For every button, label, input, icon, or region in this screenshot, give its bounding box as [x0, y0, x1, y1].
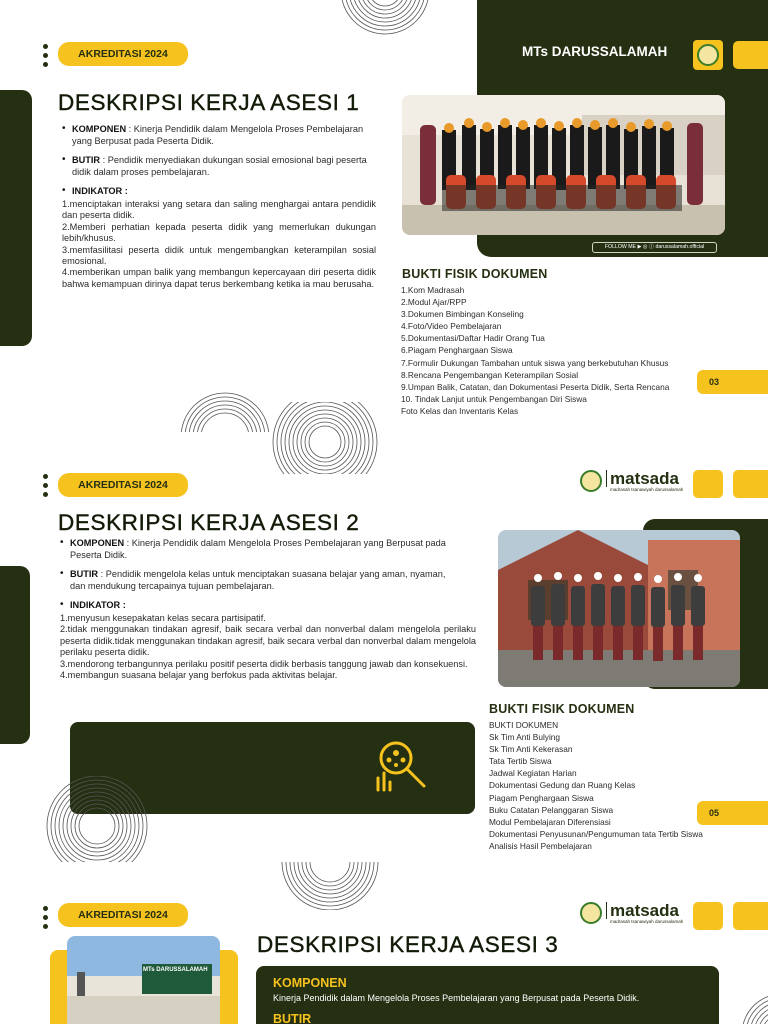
logo-text: matsada [606, 902, 683, 919]
butir-text: : Pendidik menyediakan dukungan sosial emosional bagi peserta didik dalam proses pembelajaran. [72, 155, 367, 177]
building-sign-text: MTs DARUSSALAMAH [143, 967, 208, 973]
komponen-heading: KOMPONEN [273, 976, 347, 990]
matsada-logo [580, 902, 683, 924]
list-item: 10. Tindak Lanjut untuk Pengembangan Diri Siswa [401, 393, 587, 404]
concentric-circles-decoration [738, 990, 768, 1024]
page-title: DESKRIPSI KERJA ASESI 2 [58, 510, 360, 535]
content-block [60, 123, 376, 290]
indikator-line: 2.tidak menggunakan tindakan agresif, baik secara verbal dan nonverbal dalam mengelola perilaku peserta didik.tidak menggunakan tindakan agresif, baik secara verbal dan nonverbal dalam mengelola perilaku peserta didik. [60, 624, 476, 658]
group-photo-dancers [402, 95, 725, 235]
logo-subtext: madrasah tsanawiyah darussalamah [610, 919, 684, 924]
list-item: Piagam Penghargaan Siswa [489, 792, 594, 803]
butir-heading: BUTIR [273, 1012, 312, 1024]
list-item: BUKTI DOKUMEN [489, 720, 559, 730]
list-item: Sk Tim Anti Bulying [489, 732, 561, 743]
butir-item [58, 568, 476, 592]
accreditation-badge: AKREDITASI 2024 [58, 42, 188, 66]
list-item: 9.Umpan Balik, Catatan, dan Dokumentasi Peserta Didik, Serta Rencana [401, 381, 670, 392]
list-item: 5.Dokumentasi/Daftar Hadir Orang Tua [401, 333, 545, 344]
concentric-circles-decoration [335, 0, 435, 40]
komponen-text: : Kinerja Pendidik dalam Mengelola Proses Pembelajaran yang Berpusat pada Peserta Didik. [72, 124, 364, 146]
dots-decoration [43, 906, 48, 933]
indikator-line: 2.Memberi perhatian kepada peserta didik yang memerlukan dukungan lebih/khusus. [62, 221, 376, 244]
list-item: Analisis Hasil Pembelajaran [489, 840, 592, 851]
list-item: Foto Kelas dan Inventaris Kelas [401, 405, 519, 416]
list-item: Sk Tim Anti Kekerasan [489, 744, 573, 755]
bukti-list [401, 284, 701, 417]
concentric-circles-decoration [45, 776, 149, 862]
concentric-circles-decoration [270, 402, 380, 474]
yellow-tab-decoration [693, 470, 723, 498]
yellow-tab-decoration [693, 902, 723, 930]
accreditation-badge: AKREDITASI 2024 [58, 903, 188, 927]
bukti-heading: BUKTI FISIK DOKUMEN [402, 267, 548, 281]
butir-item [60, 154, 376, 178]
content-block [58, 537, 476, 681]
list-item: Modul Pembelajaran Diferensiasi [489, 816, 611, 827]
concentric-circles-decoration [280, 862, 380, 910]
logo-text: matsada [606, 470, 683, 487]
bukti-heading: BUKTI FISIK DOKUMEN [489, 702, 635, 716]
left-dark-tab [0, 566, 30, 744]
school-emblem-icon [697, 44, 719, 66]
list-item: Dokumentasi Gedung dan Ruang Kelas [489, 780, 636, 791]
indikator-line: 1.menciptakan interaksi yang setara dan saling menghargai antara pendidik dan peserta didik. [62, 199, 376, 221]
indikator-label: INDIKATOR : [72, 186, 128, 196]
accreditation-badge: AKREDITASI 2024 [58, 473, 188, 497]
komponen-item [58, 537, 476, 561]
school-name: MTs DARUSSALAMAH [522, 44, 668, 59]
school-building-photo [67, 936, 220, 1024]
indikator-label: INDIKATOR : [70, 600, 126, 610]
social-follow-footer: FOLLOW ME ▶ ◎ ⓕ darussalamah.official [592, 242, 717, 253]
left-dark-tab [0, 90, 32, 346]
komponen-label: KOMPONEN [72, 124, 127, 134]
indikator-line: 1.menyusun kesepakatan kelas secara partisipatif. [60, 613, 266, 623]
page-number: 03 [697, 370, 768, 394]
yellow-tab-decoration [733, 902, 768, 930]
group-photo-students [498, 530, 740, 687]
butir-text: : Pendidik mengelola kelas untuk menciptakan suasana belajar yang aman, nyaman, dan mendukung tercapainya tujuan pembelajaran. [70, 569, 446, 591]
school-emblem-icon [580, 902, 602, 924]
concentric-circles-decoration [180, 392, 270, 432]
magnifier-analytics-icon [372, 738, 432, 794]
list-item: Buku Catatan Pelanggaran Siswa [489, 804, 614, 815]
list-item: Dokumentasi Penyusunan/Pengumuman tata Tertib Siswa [489, 828, 703, 839]
indikator-line: 4.membangun suasana belajar yang berfokus pada aktivitas belajar. [60, 670, 338, 681]
butir-label: BUTIR [70, 569, 99, 579]
dots-decoration [43, 474, 48, 501]
list-item: 8.Rencana Pengembangan Keterampilan Sosial [401, 369, 579, 380]
list-item: 7.Formulir Dukungan Tambahan untuk siswa yang berkebutuhan Khusus [401, 357, 669, 368]
indikator-list [60, 199, 376, 290]
list-item: 4.Foto/Video Pembelajaran [401, 321, 502, 332]
komponen-label: KOMPONEN [70, 538, 125, 548]
school-emblem-icon [580, 470, 602, 492]
indikator-list [58, 613, 476, 681]
bukti-list [489, 719, 759, 852]
indikator-line: 3.mendorong terbangunnya perilaku positif peserta didik berbasis tanggung jawab dan konsekuensi. [60, 658, 468, 669]
yellow-tab-decoration [733, 41, 768, 69]
komponen-text: : Kinerja Pendidik dalam Mengelola Proses Pembelajaran yang Berpusat pada Peserta Didik. [70, 538, 446, 560]
indikator-line: 4.memberikan umpan balik yang membangun kepercayaan diri peserta didik bahwa kemampuan dirinya dapat terus berkembang ketika ia mau berusaha. [62, 267, 376, 289]
yellow-tab-decoration [733, 470, 768, 498]
indikator-line: 3.memfasilitasi peserta didik untuk mengembangkan keterampilan sosial emosional. [62, 244, 376, 267]
indikator-item [58, 599, 476, 611]
list-item: 6.Piagam Penghargaan Siswa [401, 345, 513, 356]
list-item: Jadwal Kegiatan Harian [489, 768, 577, 779]
komponen-text: Kinerja Pendidik dalam Mengelola Proses Pembelajaran yang Berpusat pada Peserta Didik. [273, 993, 640, 1003]
butir-label: BUTIR [72, 155, 101, 165]
list-item: 2.Modul Ajar/RPP [401, 297, 467, 308]
page-title: DESKRIPSI KERJA ASESI 3 [257, 932, 559, 957]
list-item: 1.Kom Madrasah [401, 285, 465, 295]
page-title: DESKRIPSI KERJA ASESI 1 [58, 90, 360, 115]
logo-subtext: madrasah tsanawiyah darussalamah [610, 487, 684, 492]
list-item: Tata Tertib Siswa [489, 756, 552, 767]
matsada-logo [580, 470, 683, 492]
komponen-item [60, 123, 376, 147]
indikator-item [60, 185, 376, 197]
list-item: 3.Dokumen Bimbingan Konseling [401, 309, 524, 320]
school-logo [693, 40, 723, 70]
page-number: 05 [697, 801, 768, 825]
dots-decoration [43, 44, 48, 71]
